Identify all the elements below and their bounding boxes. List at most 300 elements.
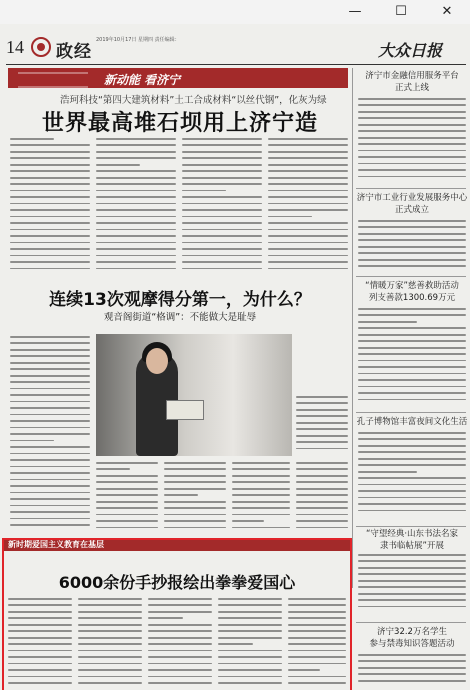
section-banner [8,68,348,88]
text-line [296,462,348,464]
text-line [268,183,348,185]
text-line [358,497,466,499]
text-line [182,235,262,237]
text-line [358,246,466,248]
text-line [10,355,90,357]
text-line [148,676,212,678]
text-line [358,252,466,254]
text-line [96,151,176,153]
sidebar-item-body [358,98,466,184]
text-line [268,235,348,237]
text-line [358,438,466,440]
text-line [164,494,198,496]
sidebar-item-body [358,308,466,408]
sidebar-item-title[interactable]: 济宁市金融信用服务平台 正式上线 [365,71,459,93]
window-titlebar [0,0,470,25]
text-line [96,494,158,496]
text-line [96,190,176,192]
text-line [358,445,466,447]
sidebar-item-title[interactable]: “守望经典·山东书法名家 隶书临帖展”开展 [365,529,459,551]
article3-body-column [218,598,282,690]
text-line [358,399,466,401]
text-line [296,441,348,443]
text-line [358,606,466,608]
text-line [10,498,90,500]
text-line [148,637,212,639]
text-line [182,196,262,198]
text-line [358,321,417,323]
text-line [358,458,466,460]
text-line [10,209,90,211]
text-line [182,138,262,140]
text-line [296,507,348,509]
column-divider [352,68,353,588]
text-line [78,682,142,684]
text-line [358,334,466,336]
masthead-info: 2019年10月17日 星期四 责任编辑： [96,37,180,43]
text-line [358,451,466,453]
article2-body-column [164,462,226,534]
text-line [10,261,90,263]
text-line [96,261,176,263]
text-line [218,617,282,619]
text-line [358,432,466,434]
text-line [358,484,466,486]
text-line [148,650,212,652]
text-line [10,177,90,179]
minimize-button[interactable]: — [348,4,362,19]
text-line [8,643,72,645]
text-line [358,137,466,139]
text-line [96,475,158,477]
article1-headline[interactable]: 世界最高堆石坝用上济宁造 [41,111,318,136]
text-line [218,656,282,658]
text-line [78,663,142,665]
text-line [10,407,90,409]
sidebar-item-title[interactable]: “情暖万家”慈善救助活动 列支善款1300.69万元 [365,281,459,303]
text-line [96,520,158,522]
text-line [164,468,226,470]
text-line [8,598,72,600]
text-line [164,475,226,477]
text-line [96,203,176,205]
text-line [182,183,262,185]
section-name: 政经 [56,42,92,62]
text-line [358,156,466,158]
text-line [358,471,417,473]
text-line [358,386,466,388]
text-line [218,650,282,652]
text-line [358,143,466,145]
text-line [182,261,262,263]
text-line [358,98,466,100]
text-line [358,660,466,662]
text-line [164,520,226,522]
text-line [296,527,348,529]
text-line [268,222,348,224]
text-line [232,481,290,483]
text-line [78,656,142,658]
text-line [358,117,466,119]
text-line [10,268,90,270]
sidebar-divider [356,622,466,623]
text-line [288,611,346,613]
text-line [182,203,262,205]
text-line [268,248,348,250]
text-line [268,151,348,153]
text-line [10,235,90,237]
text-line [232,520,264,522]
text-line [10,349,90,351]
text-line [10,459,90,461]
text-line [218,637,282,639]
text-line [268,255,348,257]
text-line [164,501,226,503]
text-line [96,164,140,166]
text-line [358,593,466,595]
text-line [164,507,226,509]
text-line [218,604,282,606]
text-line [232,488,290,490]
text-line [8,663,72,665]
text-line [358,150,466,152]
text-line [10,190,90,192]
text-line [358,554,466,556]
text-line [8,650,72,652]
text-line [288,637,346,639]
text-line [182,216,262,218]
text-line [78,676,142,678]
text-line [232,494,290,496]
article2-body-column [232,462,290,534]
sidebar-item-body [358,220,466,272]
text-line [148,682,212,684]
text-line [78,669,142,671]
text-line [96,488,158,490]
article2-headline[interactable]: 连续13次观摩得分第一，为什么？ [49,290,311,310]
text-line [358,226,466,228]
text-line [10,394,90,396]
text-line [182,255,262,257]
text-line [96,462,158,464]
text-line [10,381,90,383]
text-line [8,656,72,658]
text-line [288,663,346,665]
text-line [218,630,282,632]
text-line [10,420,90,422]
text-line [296,494,348,496]
text-line [288,643,346,645]
sidebar-item-body [358,654,466,690]
text-line [10,446,90,448]
text-line [358,490,466,492]
text-line [96,170,176,172]
page-number: 14 [6,37,24,57]
text-line [96,481,158,483]
text-line [268,157,348,159]
text-line [358,265,466,267]
text-line [10,157,90,159]
text-line [218,643,253,645]
text-line [296,409,348,411]
text-line [96,501,158,503]
text-line [10,144,90,146]
text-line [96,514,158,516]
text-line [358,169,466,171]
text-line [96,216,176,218]
text-line [358,373,466,375]
text-line [182,222,262,224]
text-line [288,624,346,626]
sidebar-item-title[interactable]: 济宁32.2万名学生 参与禁毒知识答题活动 [369,627,455,649]
sidebar-divider [356,276,466,277]
text-line [8,624,72,626]
text-line [296,448,348,450]
text-line [358,477,466,479]
article3-body-column [8,598,72,690]
text-line [148,598,212,600]
masthead-rule [6,64,466,65]
text-line [148,643,212,645]
text-line [358,163,466,165]
text-line [218,676,282,678]
text-line [8,617,72,619]
text-line [296,468,348,470]
text-line [8,611,72,613]
text-line [78,617,142,619]
text-line [10,242,90,244]
text-line [10,485,90,487]
sidebar-item-title[interactable]: 孔子博物馆丰富夜间文化生活 [356,417,468,427]
text-line [182,268,262,270]
text-line [296,514,348,516]
text-line [10,196,90,198]
text-line [164,488,226,490]
article3-body-column [288,598,346,690]
text-line [358,360,466,362]
text-line [358,586,466,588]
text-line [8,676,72,678]
text-line [268,229,348,231]
text-line [78,637,142,639]
text-line [10,453,90,455]
text-line [358,239,466,241]
text-line [358,308,466,310]
text-line [358,314,466,316]
text-line [182,209,262,211]
text-line [296,435,348,437]
sidebar-item-body [358,432,466,522]
text-line [10,375,90,377]
text-line [10,362,90,364]
text-line [10,222,90,224]
text-line [182,248,262,250]
text-line [148,663,212,665]
sidebar-divider [356,188,466,189]
text-line [10,440,54,442]
text-line [288,656,346,658]
text-line [358,176,466,178]
text-line [288,604,346,606]
article1-body-column [10,138,90,278]
bottom-section-label: 新时期爱国主义教育在基层 [8,540,104,549]
text-line [288,650,346,652]
text-line [78,650,142,652]
article3-headline[interactable]: 6000余份手抄报绘出拳拳爱国心 [58,573,296,592]
text-line [148,604,212,606]
text-line [10,248,90,250]
text-line [358,259,466,261]
maximize-button[interactable]: ☐ [395,4,407,19]
text-line [296,501,348,503]
text-line [268,242,348,244]
article1-body-column [182,138,262,278]
text-line [296,402,348,404]
photo-face [146,348,168,374]
text-line [182,144,262,146]
text-line [8,637,72,639]
text-line [358,667,466,669]
text-line [296,475,348,477]
text-line [268,190,348,192]
text-line [78,604,142,606]
text-line [358,560,466,562]
text-line [296,396,348,398]
article2-body-column [96,462,158,534]
text-line [288,676,346,678]
text-line [288,682,346,684]
text-line [10,492,90,494]
close-button[interactable]: ✕ [441,4,453,19]
text-line [10,203,90,205]
text-line [232,501,290,503]
text-line [182,164,262,166]
text-line [96,468,130,470]
text-line [10,170,90,172]
text-line [268,261,348,263]
text-line [10,388,90,390]
text-line [148,656,212,658]
text-line [78,611,142,613]
text-line [358,599,466,601]
text-line [218,663,282,665]
text-line [358,673,466,675]
text-line [10,138,54,140]
text-line [10,518,90,520]
text-line [268,144,348,146]
text-line [268,138,348,140]
article3-body-column [148,598,212,690]
text-line [358,680,466,682]
text-line [358,124,466,126]
text-line [358,104,466,106]
text-line [10,401,90,403]
text-line [10,524,90,526]
text-line [358,392,466,394]
text-line [268,216,312,218]
text-line [358,654,466,656]
text-line [96,144,176,146]
text-line [358,580,466,582]
text-line [232,507,290,509]
text-line [10,433,90,435]
text-line [10,368,90,370]
text-line [10,255,90,257]
text-line [288,669,320,671]
article1-body-column [96,138,176,278]
text-line [148,611,212,613]
text-line [182,190,226,192]
text-line [358,573,466,575]
text-line [182,177,262,179]
text-line [96,242,176,244]
text-line [96,157,176,159]
text-line [182,157,262,159]
text-line [8,604,72,606]
sidebar-divider [356,412,466,413]
text-line [288,598,346,600]
text-line [96,209,176,211]
text-line [96,177,176,179]
text-line [78,624,142,626]
text-line [182,229,262,231]
text-line [296,428,348,430]
sidebar-divider [356,526,466,527]
text-line [8,669,72,671]
text-line [182,151,262,153]
text-line [268,209,348,211]
text-line [358,366,466,368]
text-line [358,233,466,235]
text-line [268,164,348,166]
article1-body-column [268,138,348,278]
text-line [218,611,282,613]
text-line [96,196,176,198]
text-line [358,567,466,569]
text-line [182,170,262,172]
text-line [232,527,290,529]
text-line [10,164,90,166]
text-line [96,222,176,224]
banner-title: 新动能 看济宁 [104,73,181,87]
article1-kicker: 浩珂科技“第四大建筑材料”土工合成材料“以丝代钢”，化灰为绿 [60,95,327,106]
article2-body-column [10,336,90,534]
text-line [78,630,142,632]
text-line [268,268,348,270]
text-line [10,505,90,507]
text-line [10,151,90,153]
text-line [148,624,212,626]
text-line [148,630,212,632]
sidebar-item-title[interactable]: 济宁市工业行业发展服务中心 正式成立 [356,193,468,215]
text-line [358,347,466,349]
text-line [182,242,262,244]
text-line [288,630,346,632]
text-line [268,177,348,179]
newspaper-page [0,24,470,690]
text-line [10,479,90,481]
text-line [10,229,90,231]
text-line [296,520,348,522]
text-line [78,598,142,600]
text-line [358,327,466,329]
text-line [164,527,226,529]
text-line [232,468,290,470]
text-line [232,462,290,464]
text-line [96,183,176,185]
text-line [78,643,142,645]
newspaper-brand: 大众日报 [378,41,443,60]
